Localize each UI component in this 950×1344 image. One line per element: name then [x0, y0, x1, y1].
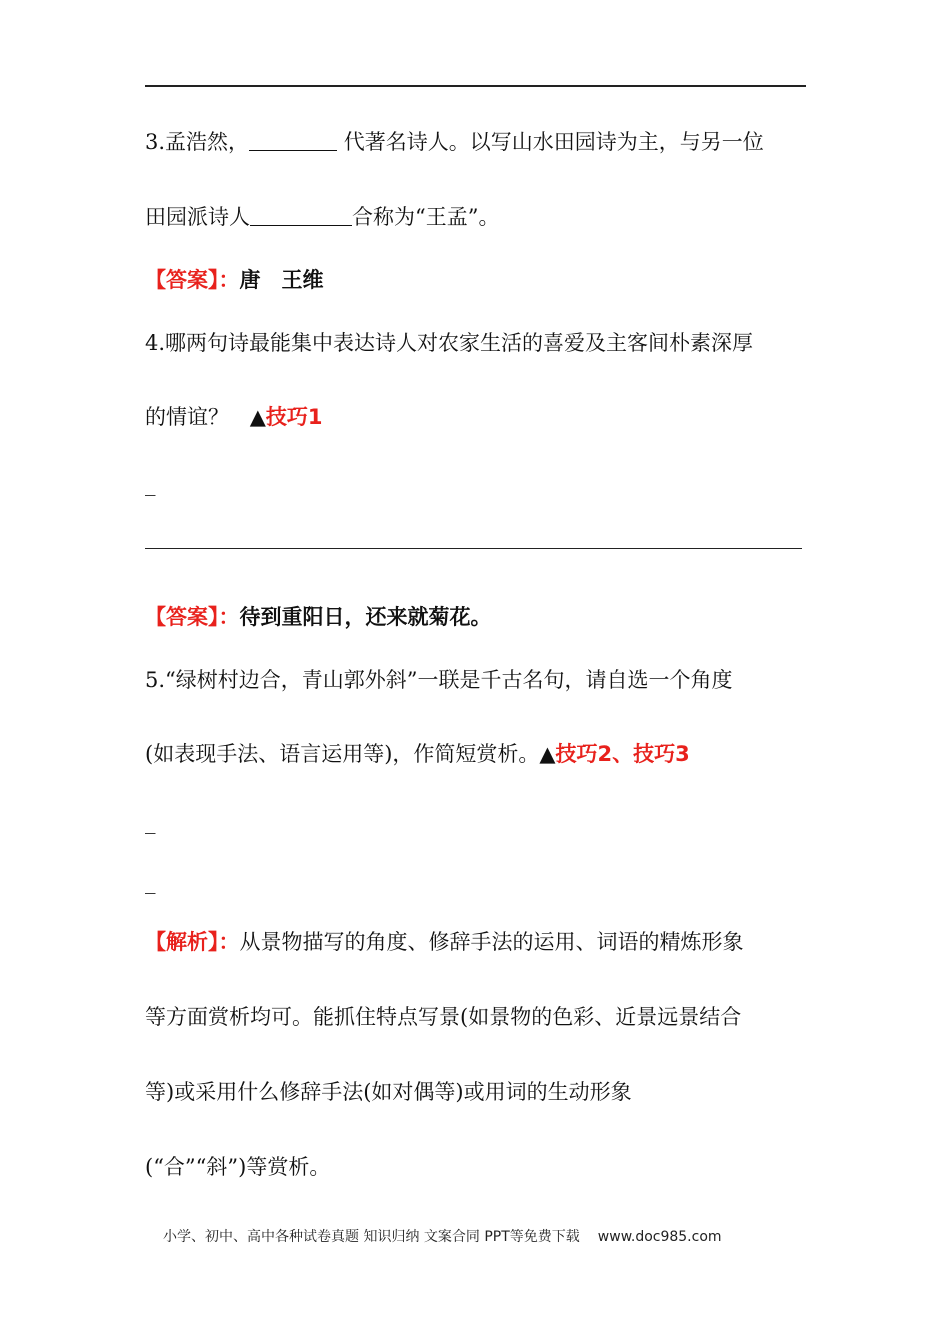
q4-text-1: 4.哪两句诗最能集中表达诗人对农家生活的喜爱及主客间朴素深厚 — [145, 331, 754, 355]
q5-analysis-2 — [145, 1003, 741, 1031]
q5-analysis-text-1: 从景物描写的角度、修辞手法的运用、词语的精炼形象 — [239, 930, 744, 954]
q5-analysis-1 — [145, 928, 744, 956]
q5-line-2 — [145, 740, 690, 768]
q5-analysis-3 — [145, 1078, 632, 1106]
q3-blank-2 — [250, 205, 352, 226]
triangle-icon: ▲ — [539, 742, 556, 766]
q3-text-d: 合称为“王孟”。 — [352, 205, 500, 229]
q5-dash-1 — [145, 808, 156, 836]
q3-answer-text: 唐 王维 — [239, 268, 324, 292]
q5-analysis-label: 【解析】： — [145, 930, 240, 954]
q5-analysis-4 — [145, 1153, 330, 1181]
q3-blank-1 — [249, 130, 337, 151]
q5-analysis-text-3: 等)或采用什么修辞手法(如对偶等)或用词的生动形象 — [145, 1080, 632, 1104]
top-rule — [145, 85, 806, 87]
triangle-icon: ▲ — [249, 405, 266, 429]
q3-answer-label: 【答案】： — [145, 268, 240, 292]
q4-answer-label: 【答案】： — [145, 605, 240, 629]
q5-dash-2 — [145, 868, 156, 896]
q4-line-2 — [145, 403, 322, 431]
q4-line-1 — [145, 329, 753, 357]
q5-analysis-text-2: 等方面赏析均可。能抓住特点写景(如景物的色彩、近景远景结合 — [145, 1005, 742, 1029]
footer-url[interactable]: www.doc985.com — [597, 1229, 722, 1245]
q4-answer — [145, 603, 492, 631]
q4-tip: 技巧1 — [265, 405, 323, 429]
q4-dash — [145, 470, 156, 498]
q5-text-2: (如表现手法、语言运用等)，作简短赏析。 — [145, 742, 540, 766]
q3-text-c: 田园派诗人 — [145, 205, 250, 229]
q4-text-2: 的情谊？ — [145, 405, 229, 429]
q3-line-2 — [145, 203, 499, 231]
q5-analysis-text-4: (“合”“斜”)等赏析。 — [145, 1155, 331, 1179]
q3-line-1 — [145, 128, 764, 156]
q4-dash-mark: _ — [145, 472, 156, 496]
q5-dash-mark-1: _ — [145, 810, 156, 834]
q4-answer-rule — [145, 548, 802, 549]
q3-answer — [145, 266, 324, 294]
q4-answer-text: 待到重阳日，还来就菊花。 — [239, 605, 492, 629]
q5-line-1 — [145, 666, 733, 694]
footer-text: 小学、初中、高中各种试卷真题 知识归纳 文案合同 PPT等免费下载 — [163, 1229, 580, 1245]
q5-text-1: 5.“绿树村边合，青山郭外斜”一联是千古名句，请自选一个角度 — [145, 668, 733, 692]
q5-tip: 技巧2、技巧3 — [555, 742, 690, 766]
q3-text-a: 3.孟浩然， — [145, 130, 250, 154]
q5-dash-mark-2: _ — [145, 870, 156, 894]
page-footer — [163, 1226, 722, 1246]
q3-text-b: 代著名诗人。以写山水田园诗为主，与另一位 — [337, 130, 764, 154]
